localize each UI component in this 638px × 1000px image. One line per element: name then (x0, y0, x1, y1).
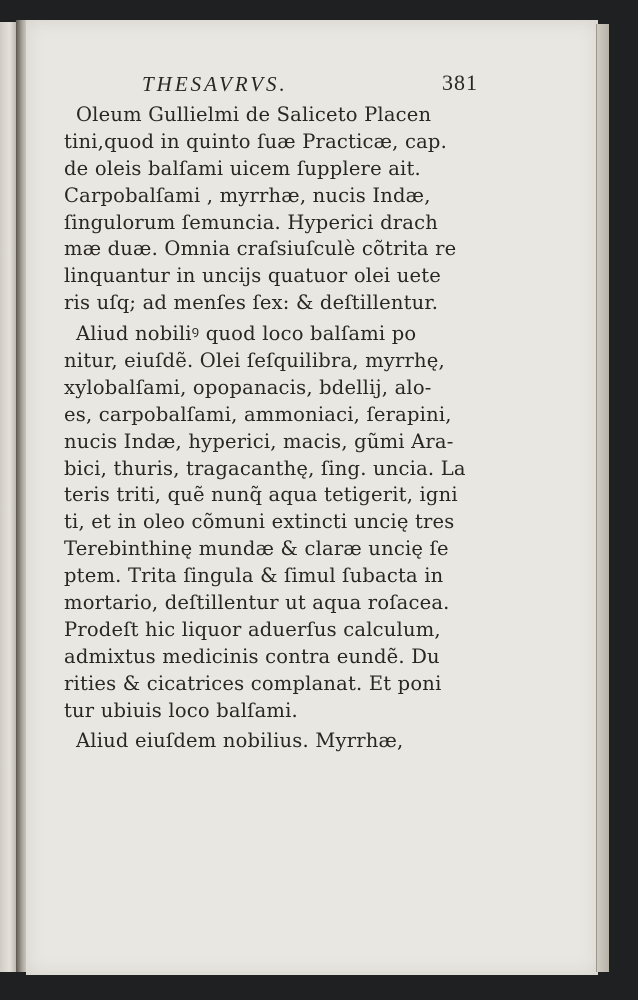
text-line: linquantur in uncijs quatuor olei uete (64, 264, 442, 288)
text-line: bici, thuris, tragacanthę, ſing. uncia. La (64, 456, 466, 480)
text-line: Oleum Gullielmi de Saliceto Placen (76, 103, 432, 126)
text-line: ti, et in oleo cõmuni extincti uncię tres (64, 510, 455, 534)
text-line: ris uſq; ad menſes ſex: & deſtillentur. (64, 291, 439, 315)
text-line: tur ubiuis loco balſami. (64, 698, 298, 722)
text-line: tini,quod in quinto ſuæ Practicæ, cap. (64, 129, 447, 153)
page-stack-edge (596, 24, 609, 972)
text-line: Aliud eiuſdem nobilius. Myrrhæ, (76, 729, 404, 753)
text-line: de oleis balſami uicem ſupplere ait. (64, 156, 421, 180)
text-line: mæ duæ. Omnia craſsiuſculè cõtrita re (64, 237, 457, 261)
text-line: Aliud nobiliꝰ quod loco balſami po (76, 322, 417, 346)
paragraph-2 (64, 321, 464, 724)
text-line: mortario, deſtillentur ut aqua roſacea. (64, 591, 450, 615)
text-line: nitur, eiuſdẽ. Olei ſeſquilibra, myrrhę, (64, 349, 445, 373)
text-line: Prodeſt hic liquor aduerſus calculum, (64, 617, 441, 641)
text-line: rities & cicatrices complanat. Et poni (64, 671, 442, 695)
text-line: teris triti, quẽ nunq̃ aqua tetigerit, igni (64, 483, 458, 507)
paragraph-3 (64, 728, 464, 755)
text-line: Carpobalſami , myrrhæ, nucis Indæ, (64, 183, 431, 207)
text-line: ptem. Trita ſingula & ſimul ſubacta in (64, 564, 444, 588)
running-head-title: THESAVRVS. (142, 72, 288, 96)
text-line: Terebinthinę mundæ & claræ uncię ſe (64, 537, 449, 561)
page-text-block (64, 66, 478, 755)
text-line: ſingulorum ſemuncia. Hyperici drach (64, 210, 439, 234)
page-number: 381 (442, 70, 478, 95)
running-head (64, 66, 478, 102)
text-line: nucis Indæ, hyperici, macis, gũmi Ara- (64, 429, 454, 453)
text-line: es, carpobalſami, ammoniaci, ſerapini, (64, 402, 452, 426)
text-line: admixtus medicinis contra eundẽ. Du (64, 644, 440, 668)
text-line: xylobalſami, opopanacis, bdellij, alo- (64, 375, 432, 399)
paragraph-1 (64, 102, 464, 317)
